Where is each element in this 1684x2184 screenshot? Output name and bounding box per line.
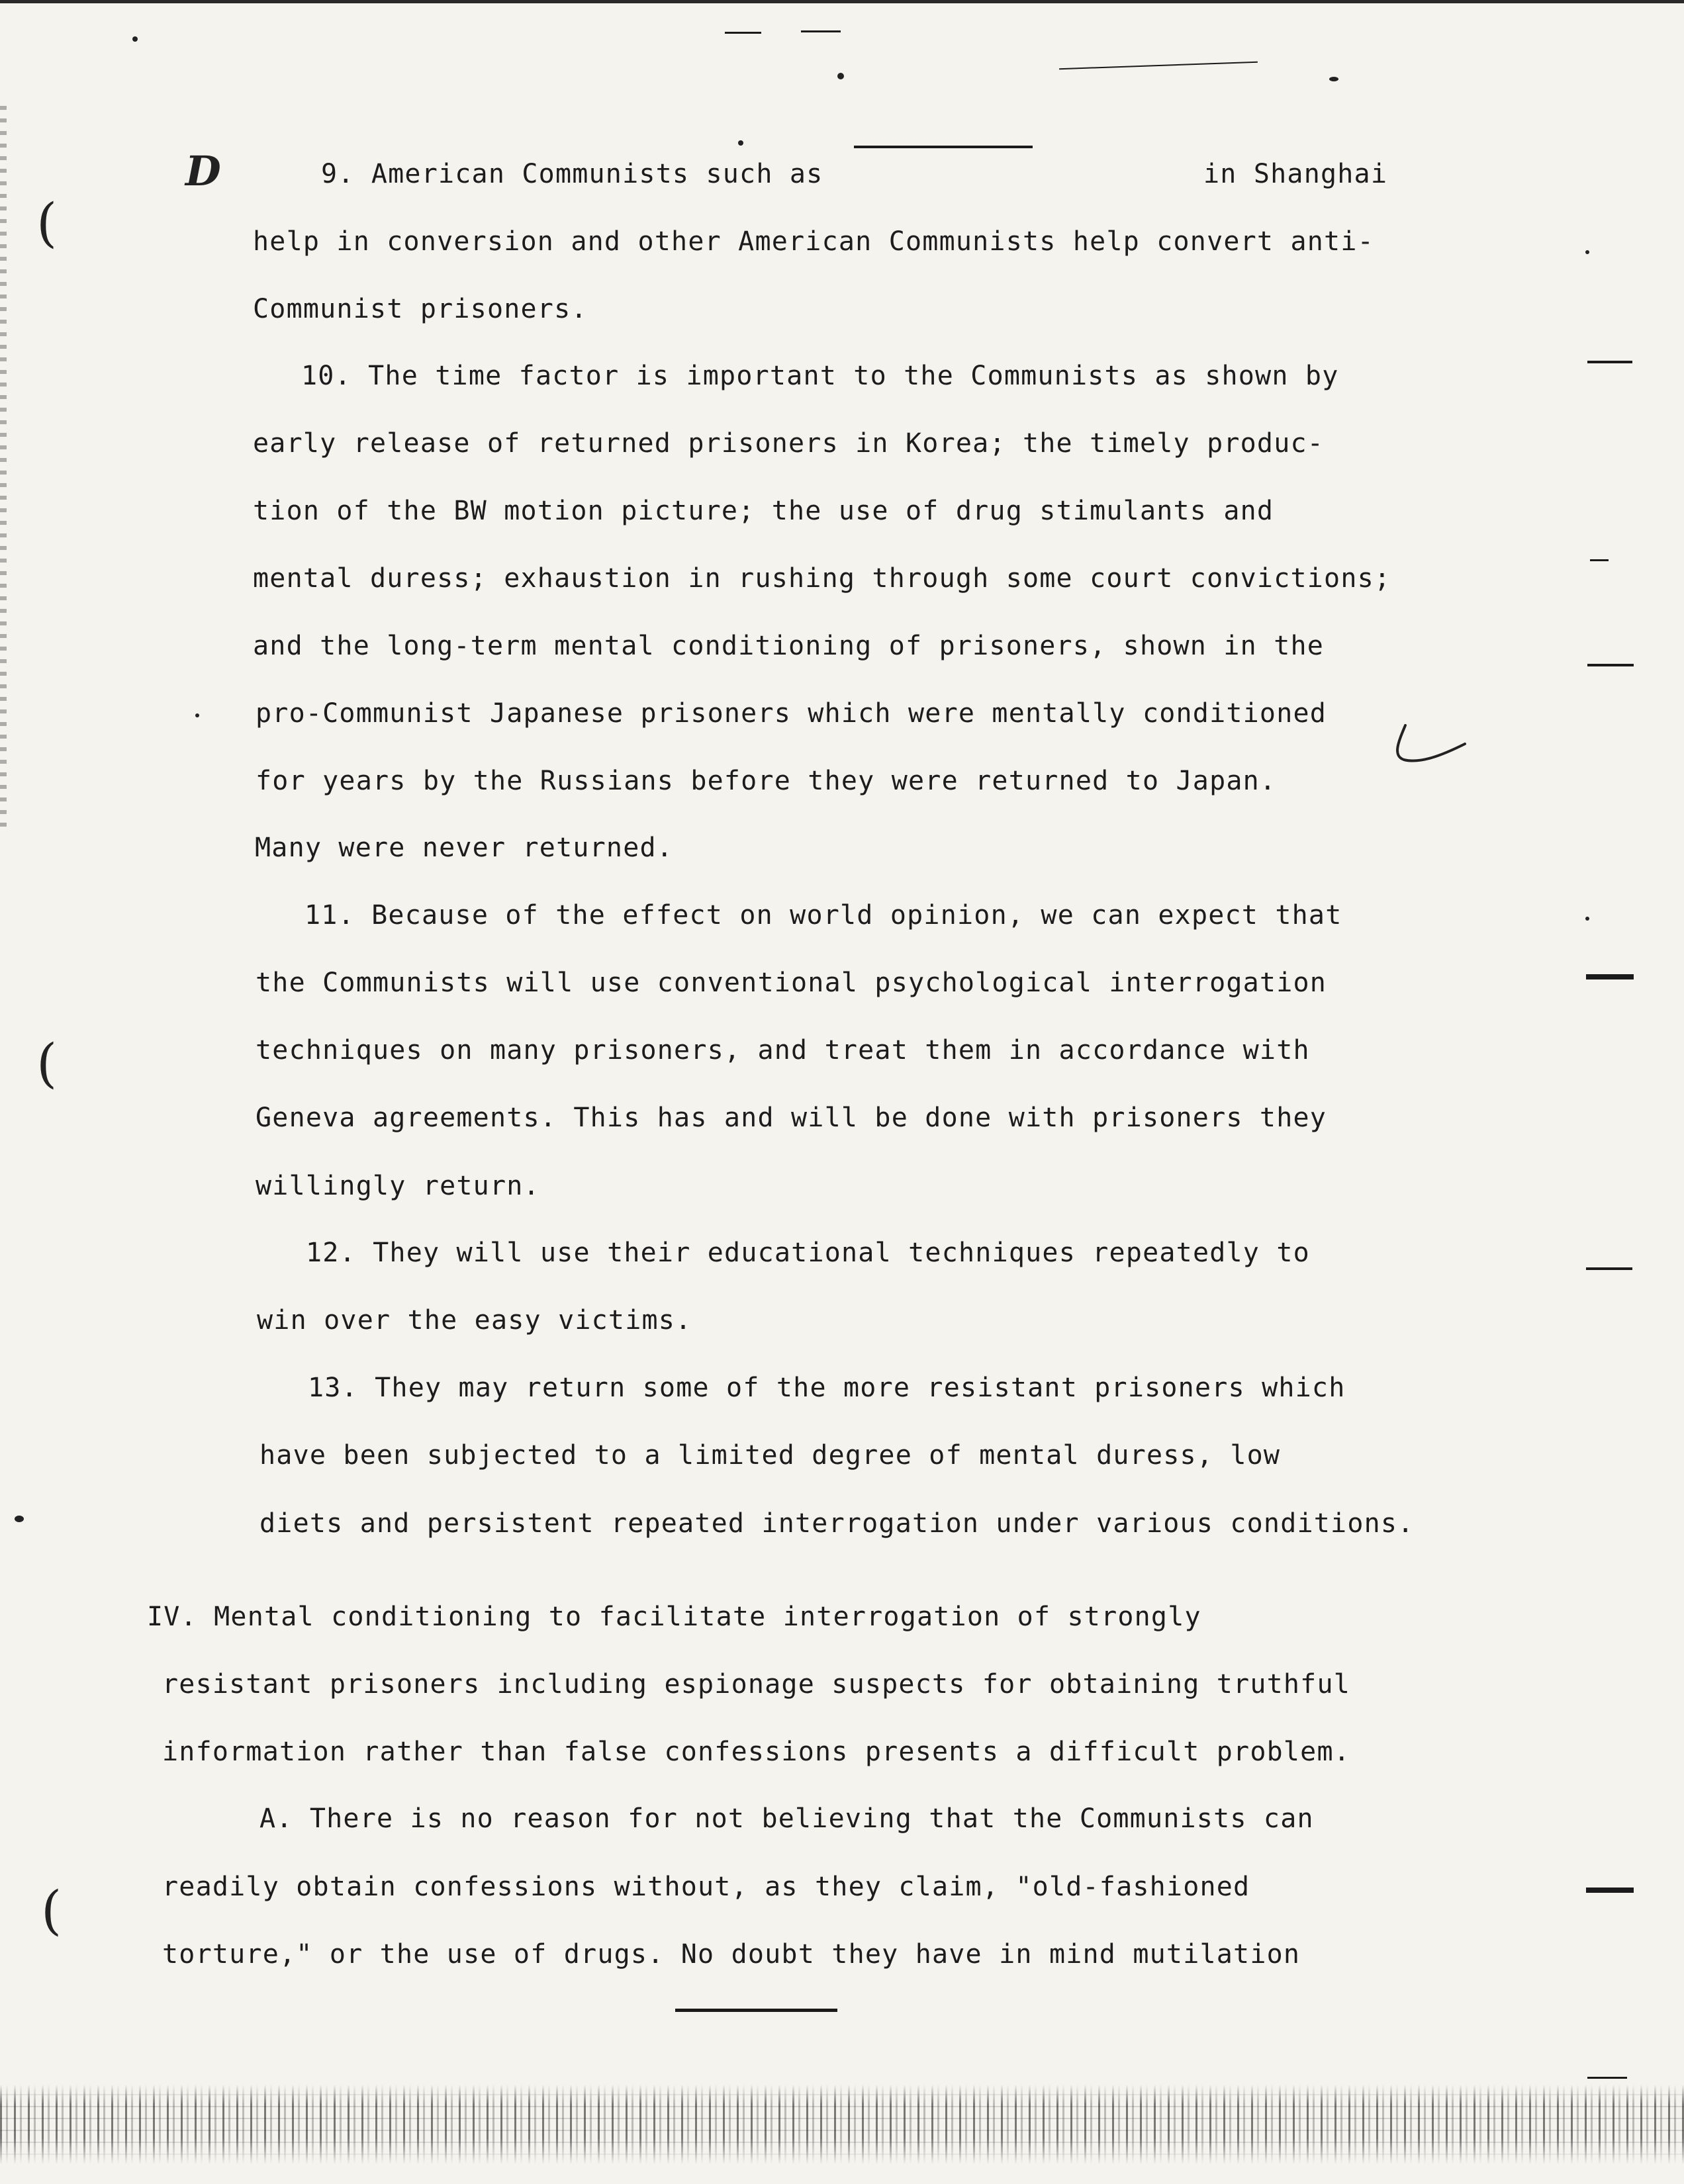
margin-dash	[1586, 974, 1634, 979]
text-line-10: for years by the Russians before they were returned to Japan.	[256, 766, 1277, 796]
margin-dash	[1586, 1888, 1634, 1893]
text-line-4: 10. The time factor is important to the Communists as shown by	[301, 361, 1339, 391]
bottom-rule	[675, 2009, 837, 2012]
text-line-27: torture," or the use of drugs. No doubt they have in mind mutilation	[162, 1939, 1301, 1970]
text-line-6: tion of the BW motion picture; the use of drug stimulants and	[253, 496, 1274, 526]
speck	[132, 36, 138, 42]
text-line-23: resistant prisoners including espionage suspects for obtaining truthful	[162, 1669, 1351, 1700]
speck	[195, 713, 199, 717]
speck	[1585, 917, 1589, 921]
text-line-5: early release of returned prisoners in Korea; the timely produc-	[253, 428, 1325, 459]
top-stroke	[1059, 62, 1258, 69]
top-stroke	[801, 30, 841, 32]
scan-noise	[0, 2085, 1684, 2184]
text-line-2: help in conversion and other American Communists help convert anti-	[253, 226, 1374, 257]
speck	[738, 140, 743, 146]
text-line-13: the Communists will use conventional psychological interrogation	[256, 968, 1327, 998]
binder-mark-2: (	[36, 1032, 58, 1094]
text-line-11: Many were never returned.	[255, 833, 674, 863]
speck	[1329, 77, 1338, 81]
text-line-16: willingly return.	[256, 1171, 540, 1201]
text-line-3: Communist prisoners.	[253, 294, 588, 324]
handwritten-initial: D	[185, 147, 221, 195]
speck	[15, 1516, 24, 1522]
margin-check-mark	[1387, 721, 1473, 774]
speck	[837, 73, 844, 79]
text-line-1-tail: in Shanghai	[1203, 159, 1388, 189]
redaction-line	[854, 146, 1033, 148]
text-line-20: have been subjected to a limited degree of mental duress, low	[259, 1440, 1281, 1471]
margin-dash	[1587, 2077, 1627, 2079]
scan-left-edge	[0, 106, 7, 834]
speck	[1585, 250, 1589, 254]
text-line-24: information rather than false confessions presents a difficult problem.	[162, 1737, 1351, 1767]
margin-dash	[1586, 1267, 1632, 1270]
text-line-22: IV. Mental conditioning to facilitate interrogation of strongly	[147, 1602, 1201, 1632]
binder-mark-1: (	[36, 192, 58, 253]
text-line-19: 13. They may return some of the more resistant prisoners which	[308, 1373, 1346, 1403]
text-line-25: A. There is no reason for not believing that the Communists can	[259, 1803, 1314, 1834]
top-stroke	[725, 32, 761, 34]
text-line-17: 12. They will use their educational techniques repeatedly to	[306, 1238, 1310, 1268]
margin-dash	[1590, 559, 1609, 561]
text-line-9: pro-Communist Japanese prisoners which were mentally conditioned	[256, 698, 1327, 729]
margin-dash	[1587, 664, 1634, 666]
text-line-18: win over the easy victims.	[257, 1305, 692, 1336]
text-line-7: mental duress; exhaustion in rushing through some court convictions;	[253, 563, 1391, 594]
text-line-21: diets and persistent repeated interrogation under various conditions.	[259, 1508, 1415, 1539]
margin-dash	[1587, 361, 1632, 363]
text-line-1: 9. American Communists such as	[321, 159, 823, 189]
text-line-26: readily obtain confessions without, as they claim, "old-fashioned	[162, 1872, 1250, 1902]
text-line-12: 11. Because of the effect on world opinion, we can expect that	[304, 900, 1342, 931]
binder-mark-3: (	[41, 1880, 62, 1941]
text-line-14: techniques on many prisoners, and treat them in accordance with	[256, 1035, 1310, 1066]
text-line-15: Geneva agreements. This has and will be done with prisoners they	[256, 1103, 1327, 1133]
scan-top-edge	[0, 0, 1684, 3]
text-line-8: and the long-term mental conditioning of prisoners, shown in the	[253, 631, 1325, 661]
